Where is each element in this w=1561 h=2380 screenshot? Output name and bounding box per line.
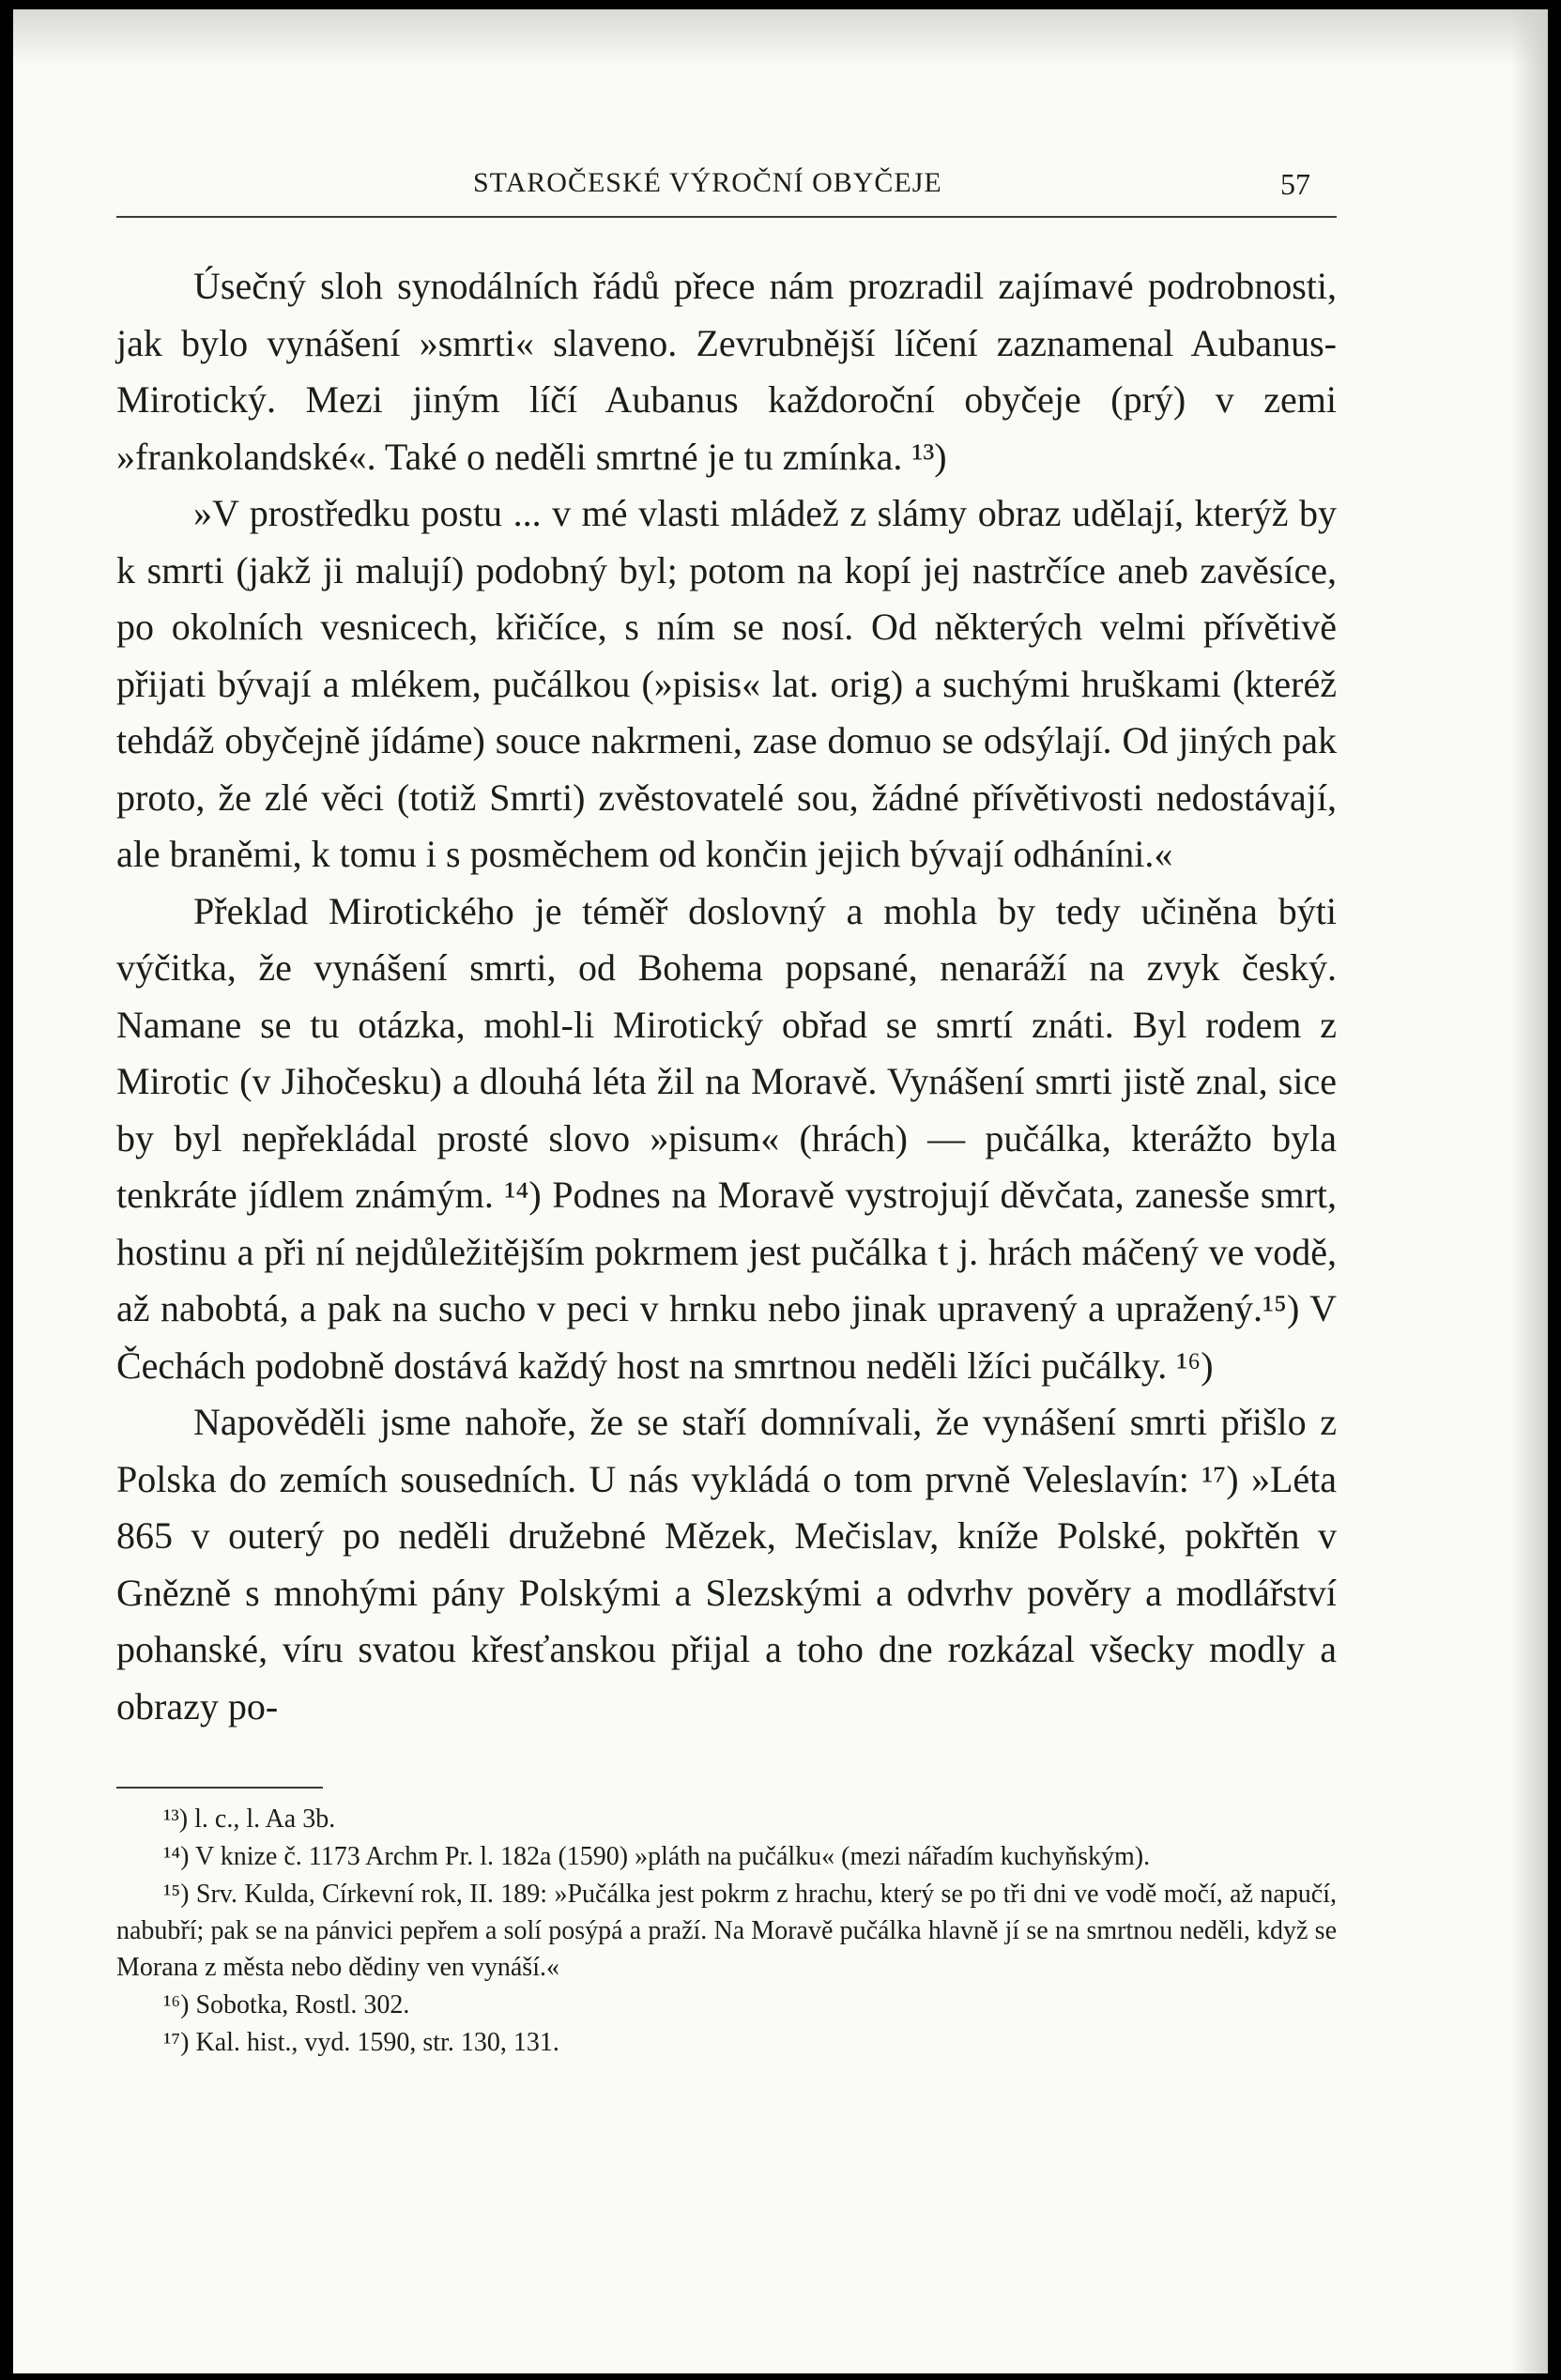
book-page <box>13 9 1548 2373</box>
header-rule <box>116 216 1337 218</box>
paragraph-1: Úsečný sloh synodálních řádů přece nám prozradil zajímavé podrobnosti, jak bylo vynášení »smrti« slaveno. Zevrubnější líčení zaznamenal Aubanus-Mirotický. Mezi jiným líčí Aubanus každoroční obyčeje (prý) v zemi »frankolandské«. Také o neděli smrtné je tu zmínka. ¹³) <box>116 265 1337 478</box>
page-number: 57 <box>1280 167 1310 201</box>
footnote-13: ¹³) l. c., l. Aa 3b. <box>163 1804 336 1834</box>
paragraph-2-quotation: »V prostředku postu ... v mé vlasti mládež z slámy obraz udělají, kterýž by k smrti (jakž ji malují) podobný byl; potom na kopí jej nastrčíce aneb zavěsíce, po okolních vesnicech, křičíce, s ním se nosí. Od některých velmi přívětivě přijati bývají a mlékem, pučálkou (»pisis« lat. orig) a suchými hruškami (kteréž tehdáž obyčejně jídáme) souce nakrmeni, zase domuo se odsýlají. Od jiných pak proto, že zlé věci (totiž Smrti) zvěstovatelé sou, žádné přívětivosti nedostávají, ale braněmi, k tomu i s posměchem od končin jejich bývají odháníni.« <box>116 492 1337 875</box>
running-head-title: STAROČESKÉ VÝROČNÍ OBYČEJE <box>473 167 942 198</box>
footnote-15: ¹⁵) Srv. Kulda, Církevní rok, II. 189: »Pučálka jest pokrm z hrachu, který se po tři dni ve vodě močí, až napučí, nabubří; pak se na pánvici pepřem a solí posýpá a praží. Na Moravě pučálka hlavně jí se na smrtnou neděli, když se Morana z města nebo dědiny ven vynáší.« <box>116 1880 1337 1982</box>
footnote-16: ¹⁶) Sobotka, Rostl. 302. <box>163 1990 410 2019</box>
scan-shadow-top <box>13 9 1548 66</box>
footnote-14: ¹⁴) V knize č. 1173 Archm Pr. l. 182a (1590) »pláth na pučálku« (mezi nářadím kuchyňským). <box>163 1842 1151 1871</box>
footnote-rule <box>116 1787 323 1789</box>
body-text <box>116 258 1337 1735</box>
paragraph-3: Překlad Mirotického je téměř doslovný a mohla by tedy učiněna býti výčitka, že vynášení smrti, od Bohema popsané, nenaráží na zvyk český. Namane se tu otázka, mohl-li Mirotický obřad se smrtí znáti. Byl rodem z Mirotic (v Jihočesku) a dlouhá léta žil na Moravě. Vynášení smrti jistě znal, sice by byl nepřekládal prosté slovo »pisum« (hrách) — pučálka, kterážto byla tenkráte jídlem známým. ¹⁴) Podnes na Moravě vystrojují děvčata, zanesše smrt, hostinu a při ní nejdůležitějším pokrmem jest pučálka t j. hrách máčený ve vodě, až nabobtá, a pak na sucho v peci v hrnku nebo jinak upravený a upražený.¹⁵) V Čechách podobně dostává každý host na smrtnou neděli lžíci pučálky. ¹⁶) <box>116 889 1337 1387</box>
footnote-17: ¹⁷) Kal. hist., vyd. 1590, str. 130, 131. <box>163 2028 559 2057</box>
paragraph-4: Napověděli jsme nahoře, že se staří domnívali, že vynášení smrti přišlo z Polska do zemích sousedních. U nás vykládá o tom prvně Veleslavín: ¹⁷) »Léta 865 v outerý po neděli družebné Mězek, Mečislav, kníže Polské, pokřtěn v Gnězně s mnohými pány Polskými a Slezskými a odvrhv pověry a modlářství pohanské, víru svatou křesťanskou přijal a toho dne rozkázal všecky modly a obrazy po- <box>116 1401 1337 1727</box>
footnotes <box>116 1801 1337 2062</box>
scan-shadow-right <box>1510 9 1548 2373</box>
